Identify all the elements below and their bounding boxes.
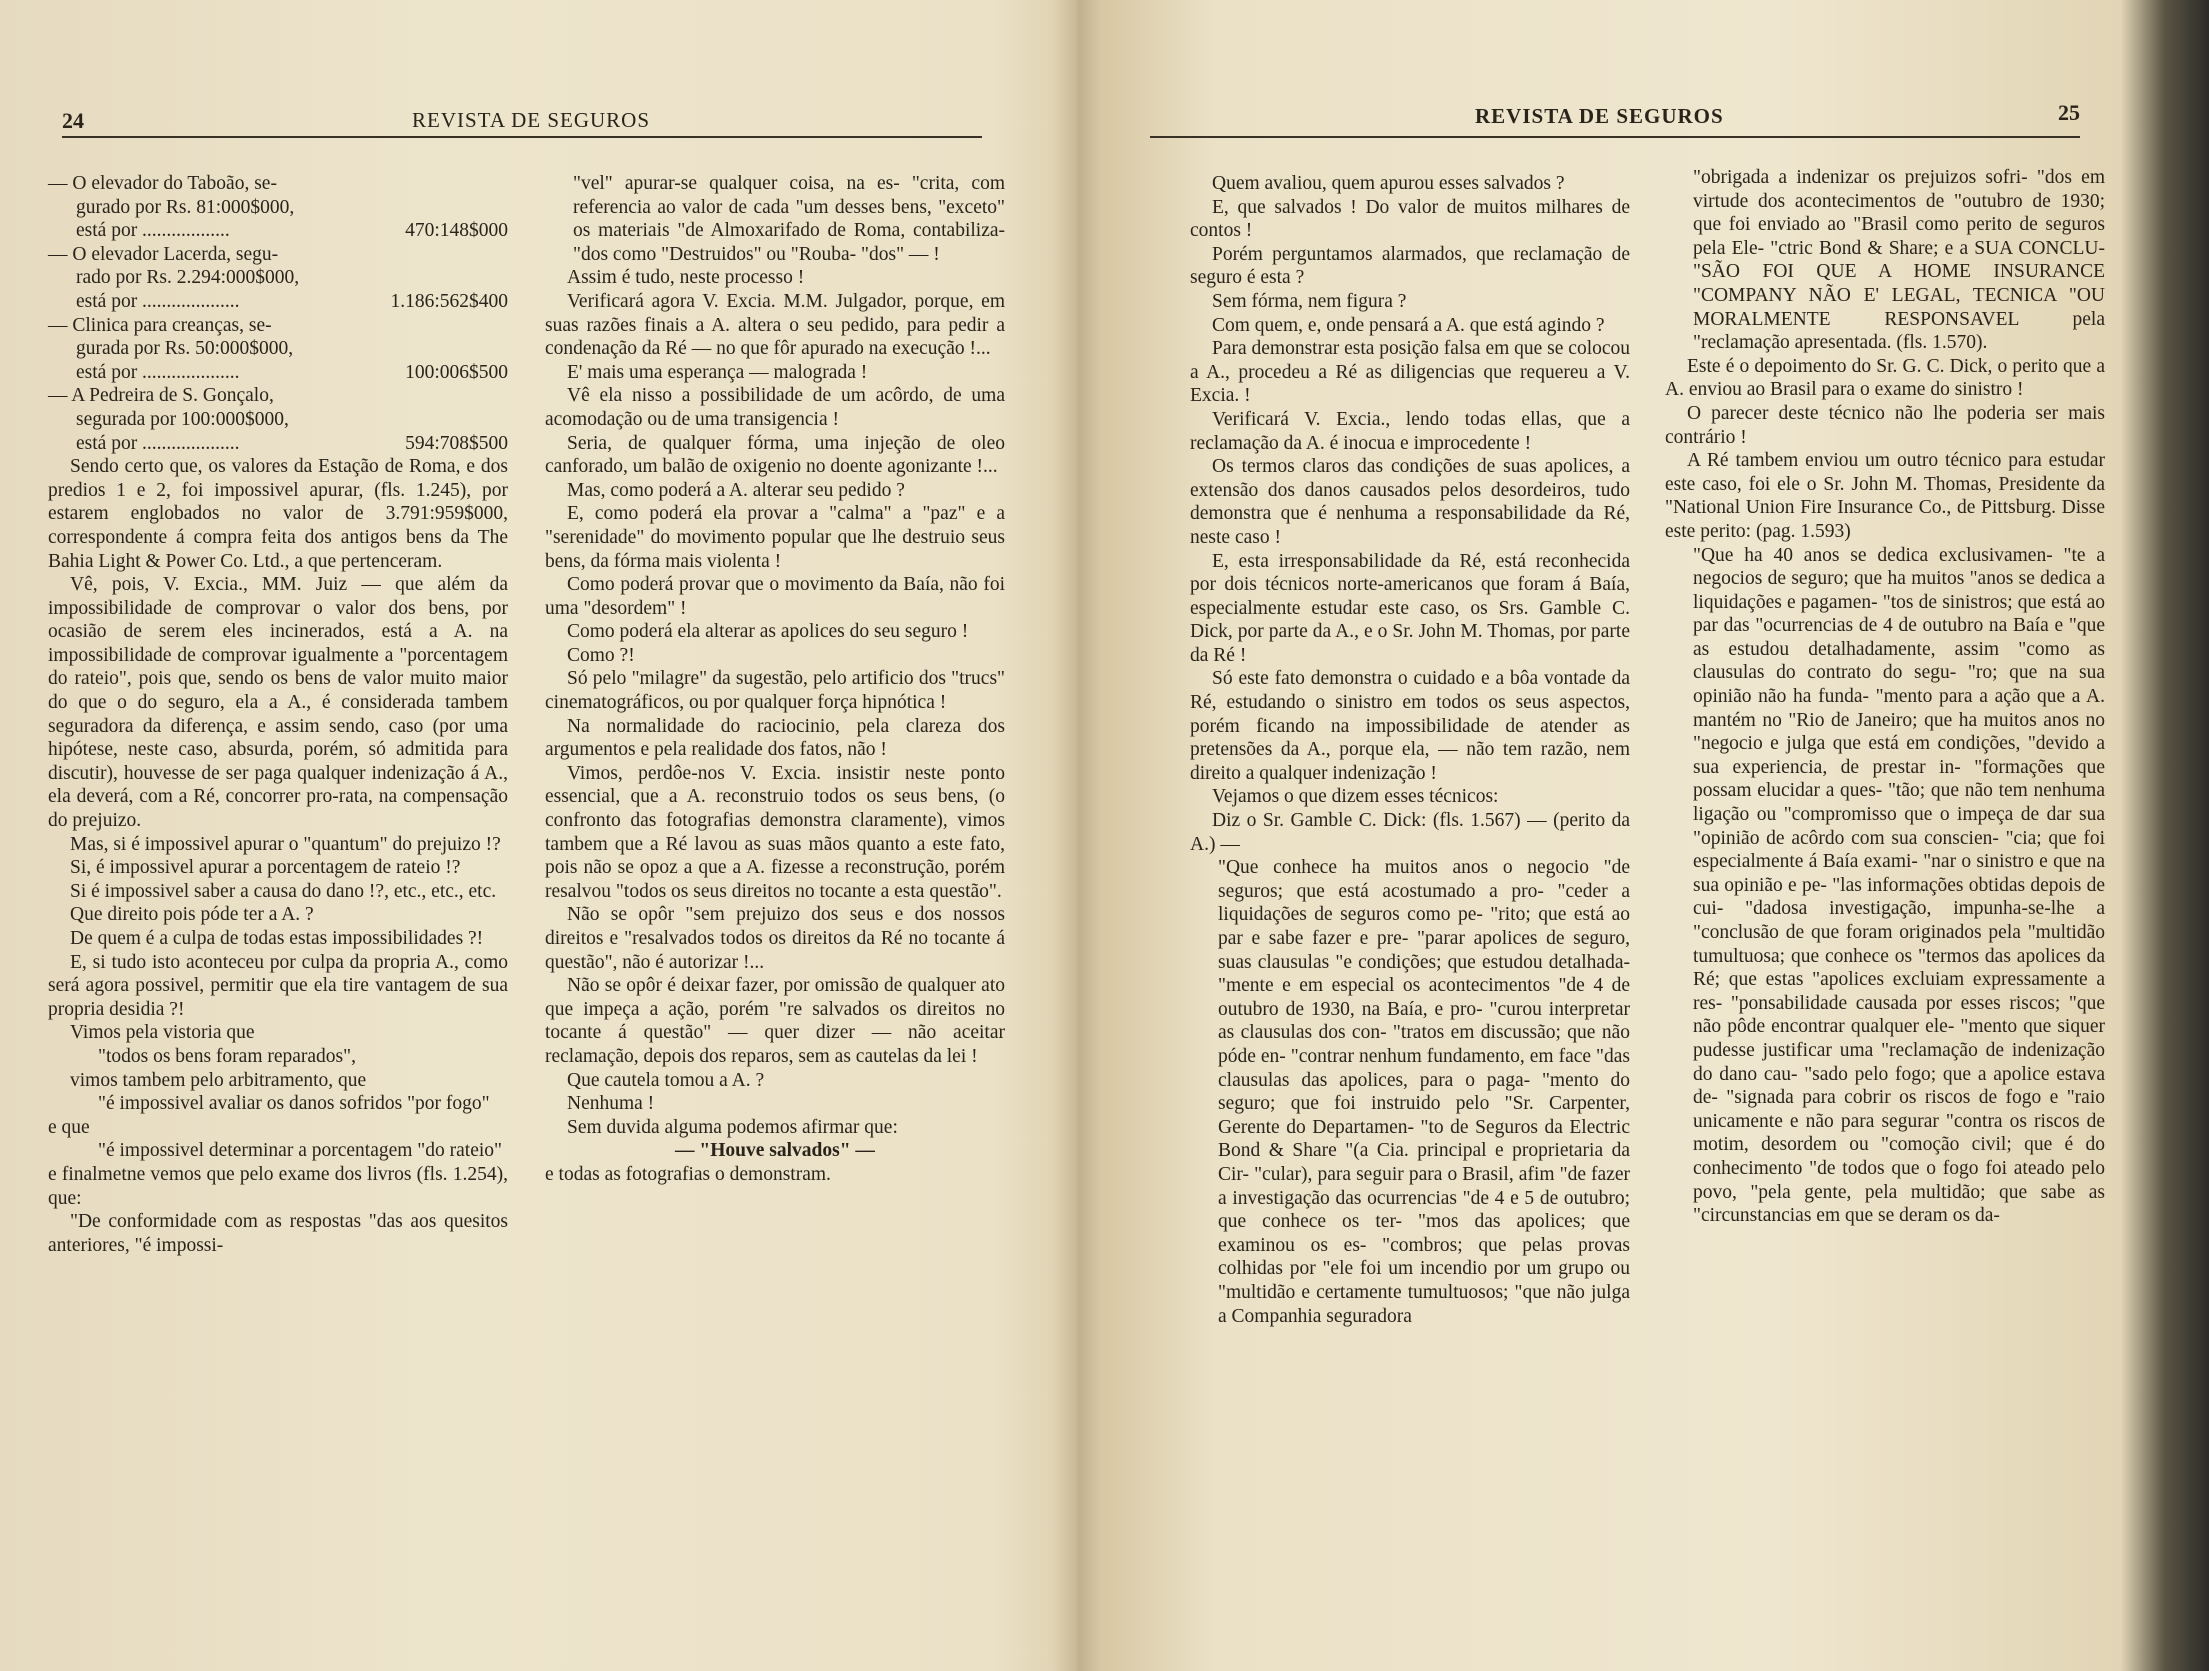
text-paragraph: "Que ha 40 anos se dedica exclusivamen- "te a negocios de seguro; que ha muitos "anos se dedica a liquidações e pagamen- "tos de sinistros; que está ao par das "ocurrencias de 4 de outubro na Baía e "que as estudou detalhadamente, assim "como as clausulas do contrato do segu- "ro; que na sua opinião não ha funda- "mento para a ação que a A. mantém no "Rio de Janeiro; que ha muitos anos no "negocio e julga que está em condições, "devido a sua experiencia, de prestar in- "formações que possam elucidar a ques- "tão; que não tem nenhuma ligação ou "compromisso que o impeça de dar sua "opinião de acôrdo com sua conscien- "cia; que foi especialmente á Baía exami- "nar o sinistro e que na sua opinião e pe- "las informações obtidas depois de cui- "dadosa investigação, impunha-se-lhe a "conclusão de que foram originados pela "multidão tumultuosa; que conhece os "termos das apolices da Ré; que estas "apolices excluiam expressamente a res- "ponsabilidade causada por esses riscos; "que não pôde encontrar qualquer ele- "mento que siquer pudesse justificar uma "reclamação de indenização do dano cau- "sado pelo fogo; que a apolice estava de- "signada para cobrir os riscos de fogo e "raio unicamente e não para segurar "contra os riscos de motim, desordem ou "comoção civil; que é do conhecimento "de todos que o fogo foi ateado pelo povo, "pela gente, pela multidão; que sabe as "circunstancias em que se deram os da- bbox=[1693, 544, 2105, 1227]
text-paragraph: Vimos pela vistoria que bbox=[70, 1022, 255, 1044]
text-paragraph: Verificará V. Excia., lendo todas ellas, que a reclamação da A. é inocua e improcedente ! bbox=[1190, 408, 1630, 454]
text-paragraph: Sem fórma, nem figura ? bbox=[1212, 290, 1407, 312]
text-paragraph: "De conformidade com as respostas "das aos quesitos anteriores, "é impossi- bbox=[48, 1211, 508, 1256]
text-paragraph: — "Houve salvados" — bbox=[675, 1140, 875, 1162]
text-paragraph: — Clinica para creanças, se- bbox=[48, 314, 272, 336]
text-paragraph: E, como poderá ela provar a "calma" a "paz" e a "serenidade" do movimento popular que lhe destruio seus bens, da fórma mais violenta ! bbox=[545, 503, 1005, 572]
text-paragraph: gurado por Rs. 81:000$000, bbox=[76, 196, 295, 218]
item-label: está por .................. bbox=[76, 220, 230, 242]
text-paragraph: e que bbox=[48, 1116, 90, 1138]
page-number: 25 bbox=[2058, 100, 2080, 125]
text-paragraph: — O elevador do Taboão, se- bbox=[48, 173, 277, 194]
running-title: REVISTA DE SEGUROS bbox=[412, 108, 651, 132]
item-value: 100:006$500 bbox=[405, 361, 508, 383]
text-paragraph bbox=[48, 432, 508, 456]
text-paragraph: Na normalidade do raciocinio, pela clareza dos argumentos e pela realidade dos fatos, não ! bbox=[545, 715, 1005, 761]
text-paragraph: Não se opôr é deixar fazer, por omissão de qualquer ato que impeça a ação, porém "re salvados os direitos no tocante á questão" — quer dizer — não aceitar reclamação, depois dos reparos, sem as cautelas da lei ! bbox=[545, 975, 1005, 1067]
running-title: REVISTA DE SEGUROS bbox=[1475, 104, 1724, 128]
right-page bbox=[1090, 0, 2170, 1671]
item-label: está por .................... bbox=[76, 361, 240, 383]
left-column-1 bbox=[48, 172, 508, 1257]
text-paragraph: Que cautela tomou a A. ? bbox=[567, 1069, 765, 1091]
text-paragraph: Como poderá provar que o movimento da Baía, não foi uma "desordem" ! bbox=[545, 574, 1005, 619]
left-page-header bbox=[62, 100, 982, 138]
text-paragraph: Os termos claros das condições de suas apolices, a extensão dos danos causados pelos desordeiros, tudo demonstra que é nenhuma a responsabilidade da Ré, neste caso ! bbox=[1190, 456, 1630, 548]
text-paragraph: "vel" apurar-se qualquer coisa, na es- "crita, com referencia ao valor de cada "um desses bens, "exceto" os materiais "de Almoxarifado de Roma, contabiliza- "dos como "Destruidos" ou "Rouba- "dos" — ! bbox=[573, 173, 1005, 265]
text-paragraph: E' mais uma esperança — malograda ! bbox=[567, 361, 868, 383]
text-paragraph: E, esta irresponsabilidade da Ré, está reconhecida por dois técnicos norte-americanos que foram á Baía, especialmente estudar este caso, os Srs. Gamble C. Dick, por parte da A., e o Sr. John M. Thomas, por parte da Ré ! bbox=[1190, 550, 1630, 666]
right-page-header bbox=[1150, 100, 2080, 138]
text-paragraph: segurada por 100:000$000, bbox=[76, 408, 289, 430]
text-paragraph: "é impossivel avaliar os danos sofridos "por fogo" bbox=[98, 1093, 490, 1115]
text-paragraph: Mas, si é impossivel apurar o "quantum" do prejuizo !? bbox=[70, 833, 501, 855]
text-paragraph: Como ?! bbox=[567, 644, 635, 666]
text-paragraph: Diz o Sr. Gamble C. Dick: (fls. 1.567) — (perito da A.) — bbox=[1190, 810, 1630, 855]
text-paragraph: Quem avaliou, quem apurou esses salvados ? bbox=[1212, 173, 1565, 194]
text-paragraph bbox=[48, 219, 508, 243]
text-paragraph: "é impossivel determinar a porcentagem "do rateio" bbox=[98, 1140, 502, 1162]
text-paragraph: e finalmetne vemos que pelo exame dos livros (fls. 1.254), que: bbox=[48, 1163, 508, 1209]
text-paragraph: Sendo certo que, os valores da Estação de Roma, e dos predios 1 e 2, foi impossivel apurar, (fls. 1.245), por estarem englobados no valor de 3.791:959$000, correspondente á compra feita dos antigos bens da The Bahia Light & Power Co. Ltd., a que pertenceram. bbox=[48, 456, 508, 572]
text-paragraph: Só este fato demonstra o cuidado e a bôa vontade da Ré, estudando o sinistro em todos os seus aspectos, porém ficando na impossibilidade de atender as pretensões da A., porque ela, — não tem razão, nem direito a qualquer indenização ! bbox=[1190, 668, 1630, 784]
item-value: 470:148$000 bbox=[405, 220, 508, 242]
text-paragraph: E, que salvados ! Do valor de muitos milhares de contos ! bbox=[1190, 196, 1630, 242]
left-page bbox=[0, 0, 1060, 1671]
text-paragraph: Para demonstrar esta posição falsa em que se colocou a A., procedeu a Ré as diligencias que requereu a V. Excia. ! bbox=[1190, 338, 1631, 407]
right-column-1 bbox=[1190, 172, 1630, 1328]
page-number: 24 bbox=[62, 108, 84, 133]
text-paragraph: Como poderá ela alterar as apolices do seu seguro ! bbox=[567, 621, 969, 643]
text-paragraph: Este é o depoimento do Sr. G. C. Dick, o perito que a A. enviou ao Brasil para o exame do sinistro ! bbox=[1665, 355, 2105, 401]
text-paragraph: Porém perguntamos alarmados, que reclamação de seguro é esta ? bbox=[1190, 243, 1630, 289]
right-column-2 bbox=[1665, 166, 2105, 1228]
text-paragraph: O parecer deste técnico não lhe poderia ser mais contrário ! bbox=[1665, 402, 2105, 448]
item-label: está por .................... bbox=[76, 290, 240, 312]
text-paragraph: Que direito pois póde ter a A. ? bbox=[70, 904, 314, 926]
text-paragraph: gurada por Rs. 50:000$000, bbox=[76, 338, 294, 360]
left-column-2 bbox=[545, 172, 1005, 1187]
text-paragraph: Vê, pois, V. Excia., MM. Juiz — que além da impossibilidade de comprovar o valor dos bens, por ocasião de serem eles incinerados, está a A. na impossibilidade de comprovar igualmente a "porcentagem do rateio", pois que, sendo os bens de valor muito maior do que o do seguro, ela a A., é considerada tambem seguradora da diferença, e assim sendo, caso (por uma hipótese, neste caso, absurda, porém, só admitida para discutir), houvesse de ser paga qualquer indenização á A., ela deverá, com a Ré, concorrer pro-rata, na compensação do prejuizo. bbox=[48, 574, 508, 832]
item-label: está por .................... bbox=[76, 432, 240, 454]
text-paragraph: — A Pedreira de S. Gonçalo, bbox=[48, 385, 274, 407]
text-paragraph: "Que conhece ha muitos anos o negocio "de seguros; que está acostumado a pro- "ceder a liquidações de seguros como pe- "rito; que está ao par e sabe fazer e pre- "parar apolices de seguro, suas clausulas "e condições; que estudou detalhada- "mente e em especial os acontecimentos "de 4 de outubro de 1930, na Baía, e pro- "curou interpretar as clausulas dos con- "tratos em discussão; que não póde en- "contrar nenhum fundamento, em face "das clausulas das apolices, para o paga- "mento do seguro; que foi instruido pelo "Sr. Carpenter, Gerente do Departamen- "to de Seguros da Electric Bond & Share "(a Cia. principal e proprietaria da Cir- "cular), para seguir para o Brasil, afim "de fazer a investigação das ocurrencias "de 4 e 5 de outubro; que conhece os ter- "mos das apolices; que examinou os es- "combros; que pelas provas colhidas por "ele foi um incendio por um grupo ou "multidão e certamente tumultuosos; "que não julga a Companhia seguradora bbox=[1218, 857, 1630, 1327]
text-paragraph: Nenhuma ! bbox=[567, 1093, 655, 1115]
text-paragraph: Não se opôr "sem prejuizo dos seus e dos nossos direitos e "resalvados todos os direitos da Ré no tocante á questão", não é autorizar !... bbox=[545, 904, 1005, 973]
text-paragraph: De quem é a culpa de todas estas impossibilidades ?! bbox=[70, 928, 484, 949]
text-paragraph: "todos os bens foram reparados", bbox=[98, 1045, 356, 1067]
text-paragraph: "obrigada a indenizar os prejuizos sofri- "dos em virtude dos acontecimentos de "outubro de 1930; que foi enviado ao "Brasil como perito de seguros pela Ele- "ctric Bond & Share; e a SUA CONCLU- "SÃO FOI QUE A HOME INSURANCE "COMPANY NÃO E' LEGAL, TECNICA "OU MORALMENTE RESPONSAVEL pela "reclamação apresentada. (fls. 1.570). bbox=[1693, 167, 2105, 354]
text-paragraph: Só pelo "milagre" da sugestão, pelo artificio dos "trucs" cinematográficos, ou por qualquer força hipnótica ! bbox=[545, 668, 1005, 714]
text-paragraph: Vimos, perdôe-nos V. Excia. insistir neste ponto essencial, que a A. reconstruio todos os seus bens, (o confronto das fotografias demonstra claramente), vimos tambem que a Ré lavou as suas mãos quanto a este fato, pois não se opoz a que a A. fizesse a reconstrução, porém resalvou "todos os seus direitos no tocante a esta questão". bbox=[545, 762, 1005, 902]
text-paragraph bbox=[48, 361, 508, 385]
text-paragraph: A Ré tambem enviou um outro técnico para estudar este caso, foi ele o Sr. John M. Thomas, Presidente da "National Union Fire Insurance Co., de Pittsburg. Disse este perito: (pag. 1.593) bbox=[1665, 450, 2105, 542]
text-paragraph: E, si tudo isto aconteceu por culpa da propria A., como será agora possivel, permitir que ela tire vantagem de sua propria desidia ?! bbox=[48, 951, 508, 1020]
text-paragraph: vimos tambem pelo arbitramento, que bbox=[70, 1069, 367, 1091]
text-paragraph: rado por Rs. 2.294:000$000, bbox=[76, 267, 300, 289]
text-paragraph bbox=[48, 290, 508, 314]
text-paragraph: Mas, como poderá a A. alterar seu pedido ? bbox=[567, 479, 905, 501]
text-paragraph: Si, é impossivel apurar a porcentagem de rateio !? bbox=[70, 857, 461, 879]
text-paragraph: Assim é tudo, neste processo ! bbox=[567, 267, 805, 289]
text-paragraph: — O elevador Lacerda, segu- bbox=[48, 243, 279, 265]
text-paragraph: Vejamos o que dizem esses técnicos: bbox=[1212, 786, 1499, 808]
text-paragraph: Seria, de qualquer fórma, uma injeção de oleo canforado, um balão de oxigenio no doente agonizante !... bbox=[545, 432, 1005, 478]
text-paragraph: Verificará agora V. Excia. M.M. Julgador, porque, em suas razões finais a A. altera o seu pedido, para pedir a condenação da Ré — no que fôr apurado na execução !... bbox=[545, 290, 1005, 360]
text-paragraph: Com quem, e, onde pensará a A. que está agindo ? bbox=[1212, 314, 1605, 336]
item-value: 594:708$500 bbox=[405, 432, 508, 454]
text-paragraph: Vê ela nisso a possibilidade de um acôrdo, de uma acomodação ou de uma transigencia ! bbox=[545, 385, 1005, 430]
text-paragraph: Sem duvida alguma podemos afirmar que: bbox=[567, 1116, 898, 1138]
item-value: 1.186:562$400 bbox=[390, 290, 508, 312]
text-paragraph: e todas as fotografias o demonstram. bbox=[545, 1163, 831, 1185]
text-paragraph: Si é impossivel saber a causa do dano !?, etc., etc., etc. bbox=[70, 880, 497, 902]
